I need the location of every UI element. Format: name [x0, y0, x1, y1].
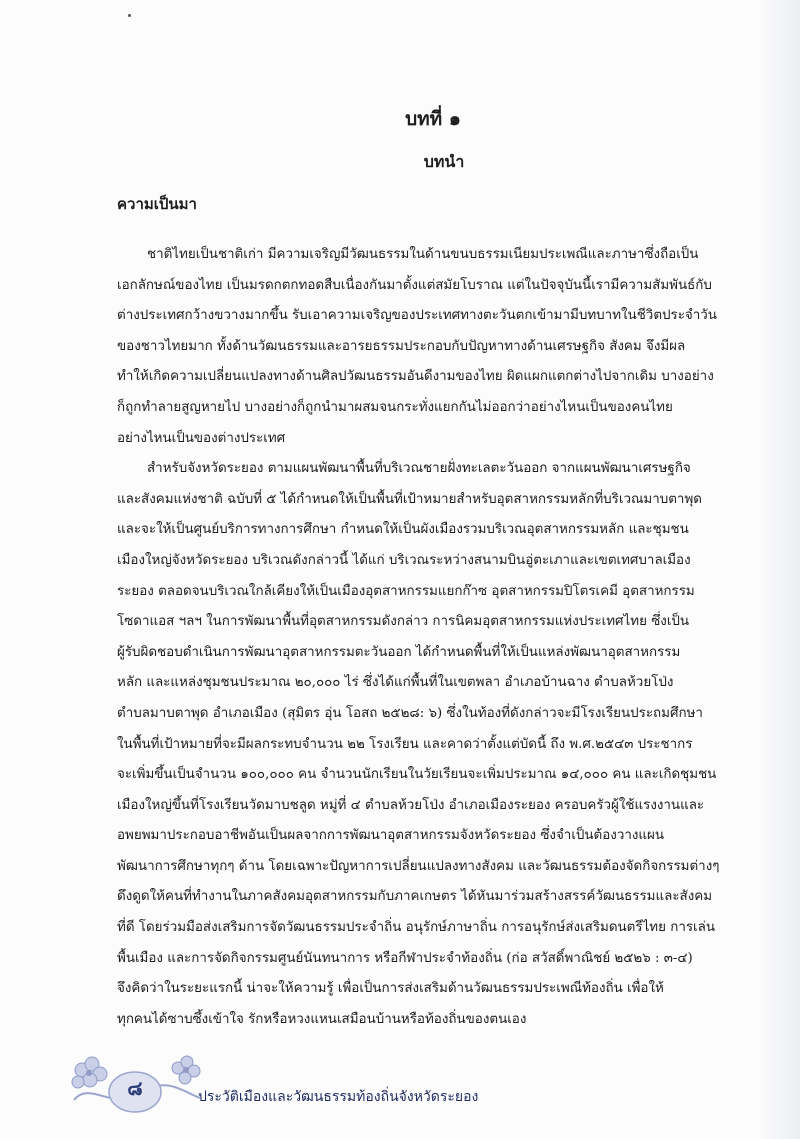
page-number: ๘	[127, 1076, 143, 1100]
paragraph-line: ของชาวไทยมาก ทั้งด้านวัฒนธรรมและอารยธรรมประกอบกับปัญหาทางด้านเศรษฐกิจ สังคม จึงมีผล	[117, 338, 686, 354]
body-text	[117, 240, 753, 1035]
footer-book-title: ประวัติเมืองและวัฒนธรรมท้องถิ่นจังหวัดระยอง	[198, 1089, 479, 1105]
paragraph-line: เมืองใหญ่ขึ้นที่โรงเรียนวัดมาบชลูด หมู่ที่ ๔ ตำบลห้วยโป่ง อำเภอเมืองระยอง ครอบครัวผู้ใช้แรงงานและ	[117, 797, 705, 813]
paragraph-line: ก็ถูกทำลายสูญหายไป บางอย่างก็ถูกนำมาผสมจนกระทั่งแยกกันไม่ออกว่าอย่างไหนเป็นของคนไทย	[117, 399, 673, 415]
paragraph-line: ต่างประเทศกว้างขวางมากขึ้น รับเอาความเจริญของประเทศทางตะวันตกเข้ามามีบทบาทในชีวิตประจำวัน	[117, 308, 717, 324]
paragraph-line: เอกลักษณ์ของไทย เป็นมรดกตกทอดสืบเนื่องกันมาตั้งแต่สมัยโบราณ แต่ในปัจจุบันนี้เรามีความสัมพันธ์กับ	[117, 277, 712, 293]
paragraph-line: ทำให้เกิดความเปลี่ยนแปลงทางด้านศิลปวัฒนธรรมอันดีงามของไทย ผิดแผกแตกต่างไปจากเดิม บางอย่าง	[117, 369, 714, 385]
paragraph-line: พื้นเมือง และการจัดกิจกรรมศูนย์นันทนาการ หรือกีฬาประจำท้องถิ่น (ก่อ สวัสดิ์พาณิชย์ ๒๕๒๖ : ๓-๔)	[117, 950, 693, 966]
section-heading: ความเป็นมา	[117, 195, 197, 213]
chapter-title: บทที่ ๑	[405, 108, 461, 130]
paragraph-line: พัฒนาการศึกษาทุกๆ ด้าน โดยเฉพาะปัญหาการเปลี่ยนแปลงทางสังคม และวัฒนธรรมต้องจัดกิจกรรมต่างๆ	[117, 858, 720, 874]
paragraph-line: ชาติไทยเป็นชาติเก่า มีความเจริญมีวัฒนธรรมในด้านขนบธรรมเนียมประเพณีและภาษาซึ่งถือเป็น	[147, 247, 699, 262]
paragraph-line: สำหรับจังหวัดระยอง ตามแผนพัฒนาพื้นที่บริเวณชายฝั่งทะเลตะวันออก จากแผนพัฒนาเศรษฐกิจ	[147, 461, 691, 477]
paragraph-line: ระยอง ตลอดจนบริเวณใกล้เคียงให้เป็นเมืองอุตสาหกรรมแยกก๊าซ อุตสาหกรรมปิโตรเคมี อุตสาหกรรม	[117, 583, 695, 599]
paragraph-line: อพยพมาประกอบอาชีพอันเป็นผลจากการพัฒนาอุตสาหกรรมจังหวัดระยอง ซึ่งจำเป็นต้องวางแผน	[117, 828, 665, 844]
paragraph-line: ที่ดี โดยร่วมมือส่งเสริมการจัดวัฒนธรรมประจำถิ่น อนุรักษ์ภาษาถิ่น การอนุรักษ์ส่งเสริมดนตรีไทย การเล่น	[117, 920, 715, 936]
page-footer	[60, 1050, 580, 1120]
speck-mark	[128, 14, 131, 17]
paragraph-line: ทุกคนได้ซาบซึ้งเข้าใจ รักหรือหวงแหนเสมือนบ้านหรือท้องถิ่นของตนเอง	[117, 1011, 527, 1027]
paragraph-line: ดึงดูดให้คนที่ทำงานในภาคสังคมอุตสาหกรรมกับภาคเกษตร ได้หันมาร่วมสร้างสรรค์วัฒนธรรมและสังคม	[117, 889, 713, 905]
paragraph-line: และสังคมแห่งชาติ ฉบับที่ ๕ ได้กำหนดให้เป็นพื้นที่เป้าหมายสำหรับอุตสาหกรรมหลักที่บริเวณมาบตาพุด	[117, 491, 702, 507]
paragraph-line: ตำบลมาบตาพุด อำเภอเมือง (สุมิตร อุ่น โอสถ ๒๕๒๘: ๖) ซึ่งในท้องที่ดังกล่าวจะมีโรงเรียนประถมศึกษา	[117, 705, 703, 721]
paragraph-line: จึงคิดว่าในระยะแรกนี้ น่าจะให้ความรู้ เพื่อเป็นการส่งเสริมด้านวัฒนธรรมประเพณีท้องถิ่น เพื่อให้	[117, 981, 664, 997]
paragraph-line: และจะให้เป็นศูนย์บริการทางการศึกษา กำหนดให้เป็นผังเมืองรวมบริเวณอุตสาหกรรมหลัก และชุมชน	[117, 522, 689, 538]
paragraph-line: โซดาแอส ฯลฯ ในการพัฒนาพื้นที่อุตสาหกรรมดังกล่าว การนิคมอุตสาหกรรมแห่งประเทศไทย ซึ่งเป็น	[117, 614, 690, 630]
paragraph-line: เมืองใหญ่จังหวัดระยอง บริเวณดังกล่าวนี้ ได้แก่ บริเวณระหว่างสนามบินอู่ตะเภาและเขตเทศบาลเมือง	[117, 552, 691, 568]
paragraph-line: หลัก และแหล่งชุมชนประมาณ ๒๐,๐๐๐ ไร่ ซึ่งได้แก่พื้นที่ในเขตพลา อำเภอบ้านฉาง ตำบลห้วยโป่ง	[117, 675, 674, 691]
paragraph-line: อย่างไหนเป็นของต่างประเทศ	[117, 430, 286, 446]
paragraph-line: ในพื้นที่เป้าหมายที่จะมีผลกระทบจำนวน ๒๒ โรงเรียน และคาดว่าตั้งแต่บัดนี้ ถึง พ.ศ.๒๕๔๓ ประชากร	[117, 736, 693, 752]
paragraph-line: ผู้รับผิดชอบดำเนินการพัฒนาอุตสาหกรรมตะวันออก ได้กำหนดพื้นที่ให้เป็นแหล่งพัฒนาอุตสาหกรรม	[117, 644, 681, 660]
paragraph-line: จะเพิ่มขึ้นเป็นจำนวน ๑๐๐,๐๐๐ คน จำนวนนักเรียนในวัยเรียนจะเพิ่มประมาณ ๑๔,๐๐๐ คน และเกิดชุมชน	[117, 767, 717, 783]
chapter-subtitle: บทนำ	[423, 152, 465, 171]
